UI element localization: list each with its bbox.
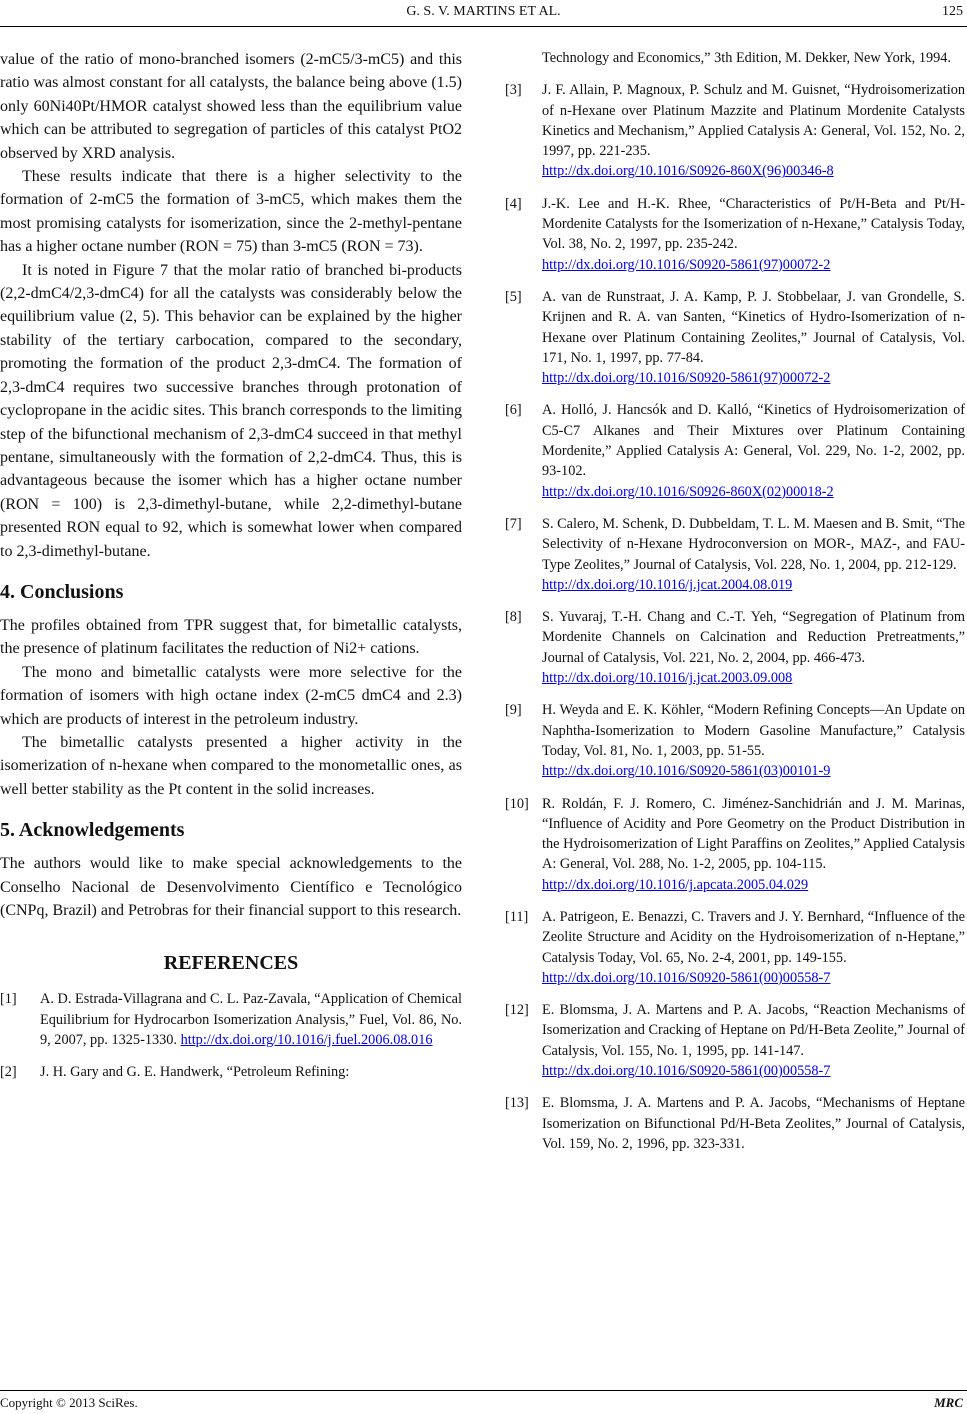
reference-doi-link[interactable]: http://dx.doi.org/10.1016/S0920-5861(00)00558-7 [542,969,831,986]
paragraph-selective: The mono and bimetallic catalysts were more selective for the formation of isomers with high octane index (2-mC5 dmC4 and 2.3) which are products of interest in the petroleum industry. [0,663,462,728]
reference-item [505,514,965,595]
reference-text: J. F. Allain, P. Magnoux, P. Schulz and M. Guisnet, “Hydroisomerization of n-Hexane over Platinum Mazzite and Platinum Mordenite Catalysts Kinetics and Mechanism,” Applied Catalysis A: General, Vol. 152, No. 2, 1997, pp. 221-235. [542,82,965,160]
reference-text: A. van de Runstraat, J. A. Kamp, P. J. Stobbelaar, J. van Grondelle, S. Krijnen and R. A. van Santen, “Kinetics of Hydro-Isomerization of n-Hexane over Platinum Containing Zeolites,” Journal of Catalysis, Vol. 171, No. 1, 1997, pp. 77-84. [542,288,965,366]
reference-text: J. H. Gary and G. E. Handwerk, “Petroleum Refining: [40,1064,350,1081]
paragraph-figure7: It is noted in Figure 7 that the molar ratio of branched bi-products (2,2-dmC4/2,3-dmC4) for all the catalysts was considerably below the equilibrium value (2, 5). This behavior can be explained by the higher stability of the tertiary carbocation, compared to the secondary, promoting the formation of the product 2,3-dmC4. The formation of 2,3-dmC4 requires two successive branches through protonation of cyclopropane in the acidic sites. This branch corresponds to the limiting step of the bifunctional mechanism of 2,3-dmC4 succeed in that methyl pentane, simultaneously with the formation of 2,2-dmC4. Thus, this is advantageous because the isomer which has a higher octane number (RON = 100) is 2,3-dimethyl-butane, while 2,2-dimethyl-butane presented RON equal to 92, which is somewhat lower when compared to 2,3-dimethyl-butane. [0,261,462,560]
reference-doi-link[interactable]: http://dx.doi.org/10.1016/S0920-5861(97)00072-2 [542,370,831,387]
reference-doi-link[interactable]: http://dx.doi.org/10.1016/j.fuel.2006.08.016 [180,1032,433,1048]
reference-list [505,80,965,1154]
header-rule [0,26,967,27]
paragraph-acknowledgements: The authors would like to make special acknowledgements to the Conselho Nacional de Desenvolvimento Científico e Tecnológico (CNPq, Brazil) and Petrobras for their financial support to this research. [0,855,462,919]
paragraph-tpr: The profiles obtained from TPR suggest that, for bimetallic catalysts, the presence of platinum facilitates the reduction of Ni2+ cations. [0,616,462,658]
reference-doi-link[interactable]: http://dx.doi.org/10.1016/S0926-860X(02)00018-2 [542,483,834,500]
reference-doi-link[interactable]: http://dx.doi.org/10.1016/j.jcat.2004.08.019 [542,576,793,593]
heading-references: REFERENCES [163,952,299,975]
reference-doi-link[interactable]: http://dx.doi.org/10.1016/j.apcata.2005.04.029 [542,876,809,893]
reference-text: S. Yuvaraj, T.-H. Chang and C.-T. Yeh, “Segregation of Platinum from Mordenite Channels on Calcination and Reduction Pretreatments,” Journal of Catalysis, Vol. 221, No. 2, 2004, pp. 466-473. [542,609,965,666]
reference-number: [8] [505,609,522,626]
reference-doi-link[interactable]: http://dx.doi.org/10.1016/S0920-5861(00)00558-7 [542,1063,831,1080]
reference-text: A. Holló, J. Hancsók and D. Kalló, “Kinetics of Hydroisomerization of C5-C7 Alkanes and Their Mixtures over Platinum Containing Mordenite,” Applied Catalysis A: General, Vol. 229, No. 1-2, 2002, pp. 93-102. [542,402,965,480]
reference-number: [10] [505,795,529,812]
reference-number: [7] [505,515,522,532]
journal-abbrev: MRC [934,1395,963,1410]
reference-number: [11] [505,908,529,925]
reference-text: A. D. Estrada-Villagrana and C. L. Paz-Zavala, “Application of Chemical Equilibrium for Hydrocarbon Isomerization Analysis,” Fuel, Vol. 86, No. 9, 2007, pp. 1325-1330. [40,991,462,1048]
reference-doi-link[interactable]: http://dx.doi.org/10.1016/S0920-5861(97)00072-2 [542,256,831,273]
reference-number: [4] [505,195,522,212]
right-column [505,48,965,1166]
reference-item [505,607,965,688]
reference-number: [12] [505,1002,529,1019]
reference-doi-link[interactable]: http://dx.doi.org/10.1016/S0926-860X(96)00346-8 [542,163,834,180]
reference-item [505,287,965,388]
paragraph-selectivity: These results indicate that there is a higher selectivity to the formation of 2-mC5 the formation of 3-mC5, which makes them the most promising catalysts for isomerization, since the 2-methyl-pentane has a higher octane number (RON = 75) than 3-mC5 (RON = 73). [0,168,462,256]
reference-item [505,907,965,988]
reference-item [0,1062,462,1082]
paragraph-activity: The bimetallic catalysts presented a higher activity in the isomerization of n-hexane when compared to the monometallic ones, as well better stability as the Pt content in the solid increases. [0,733,462,798]
left-column [0,48,462,1095]
reference-text: J.-K. Lee and H.-K. Rhee, “Characteristics of Pt/H-Beta and Pt/H-Mordenite Catalysts for the Isomerization of n-Hexane,” Catalysis Today, Vol. 38, No. 2, 1997, pp. 235-242. [542,195,965,253]
reference-item [505,194,965,275]
reference-item [505,80,965,181]
reference-number: [13] [505,1095,529,1112]
reference-number: [9] [505,702,522,719]
reference-text: E. Blomsma, J. A. Martens and P. A. Jacobs, “Reaction Mechanisms of Isomerization and Cracking of Heptane on Pd/H-Beta Zeolite,” Journal of Catalysis, Vol. 155, No. 1, 1995, pp. 141-147. [542,1002,965,1059]
reference-item [505,400,965,501]
reference-text: R. Roldán, F. J. Romero, C. Jiménez-Sanchidrián and J. M. Marinas, “Influence of Acidity and Pore Geometry on the Product Distribution in the Hydroisomerization of Light Paraffins on Zeolites,” Applied Catalysis A: General, Vol. 288, No. 1-2, 2005, pp. 104-115. [542,795,965,873]
footer-rule [0,1390,967,1391]
reference-number: [5] [505,288,522,305]
reference-text: A. Patrigeon, E. Benazzi, C. Travers and J. Y. Bernhard, “Influence of the Zeolite Structure and Acidity on the Hydroisomerization of n-Heptane,” Catalysis Today, Vol. 65, No. 2-4, 2001, pp. 149-155. [542,908,965,966]
heading-acknowledgements: 5. Acknowledgements [0,819,185,842]
reference-item [505,700,965,781]
reference-item [0,989,462,1050]
reference-text: E. Blomsma, J. A. Martens and P. A. Jacobs, “Mechanisms of Heptane Isomerization on Bifunctional Pd/H-Beta Zeolites,” Journal of Catalysis, Vol. 159, No. 2, 1996, pp. 323-331. [542,1095,965,1152]
running-header [0,0,967,30]
paragraph-ratio: value of the ratio of mono-branched isomers (2-mC5/3-mC5) and this ratio was almost constant for all catalysts, the balance being above (1.5) only 60Ni40Pt/HMOR catalyst showed less than the equilibrium value which can be attributed to segregation of particles of this catalyst PtO2 observed by XRD analysis. [0,51,462,162]
heading-conclusions: 4. Conclusions [0,580,124,603]
reference-number: [1] [0,991,17,1008]
copyright-notice: Copyright © 2013 SciRes. [0,1395,138,1410]
running-title: G. S. V. MARTINS ET AL. [406,4,561,19]
reference-text: H. Weyda and E. K. Köhler, “Modern Refining Concepts—An Update on Naphtha-Isomerization to Modern Gasoline Manufacture,” Catalysis Today, Vol. 81, No. 1, 2003, pp. 51-55. [542,702,965,759]
reference-text: Technology and Economics,” 3th Edition, M. Dekker, New York, 1994. [542,50,952,66]
page-number: 125 [942,4,963,19]
reference-item [505,1000,965,1081]
reference-continuation [505,48,965,68]
reference-number: [3] [505,82,522,99]
reference-number: [2] [0,1064,17,1081]
reference-text: S. Calero, M. Schenk, D. Dubbeldam, T. L. M. Maesen and B. Smit, “The Selectivity of n-Hexane Hydroconversion on MOR-, MAZ-, and FAU-Type Zeolites,” Journal of Catalysis, Vol. 228, No. 1, 2004, pp. 212-129. [542,515,965,573]
page-footer [0,1390,967,1414]
reference-item [505,794,965,895]
reference-item [505,1093,965,1154]
reference-number: [6] [505,402,522,419]
reference-doi-link[interactable]: http://dx.doi.org/10.1016/j.jcat.2003.09.008 [542,670,793,687]
reference-doi-link[interactable]: http://dx.doi.org/10.1016/S0920-5861(03)00101-9 [542,763,831,780]
